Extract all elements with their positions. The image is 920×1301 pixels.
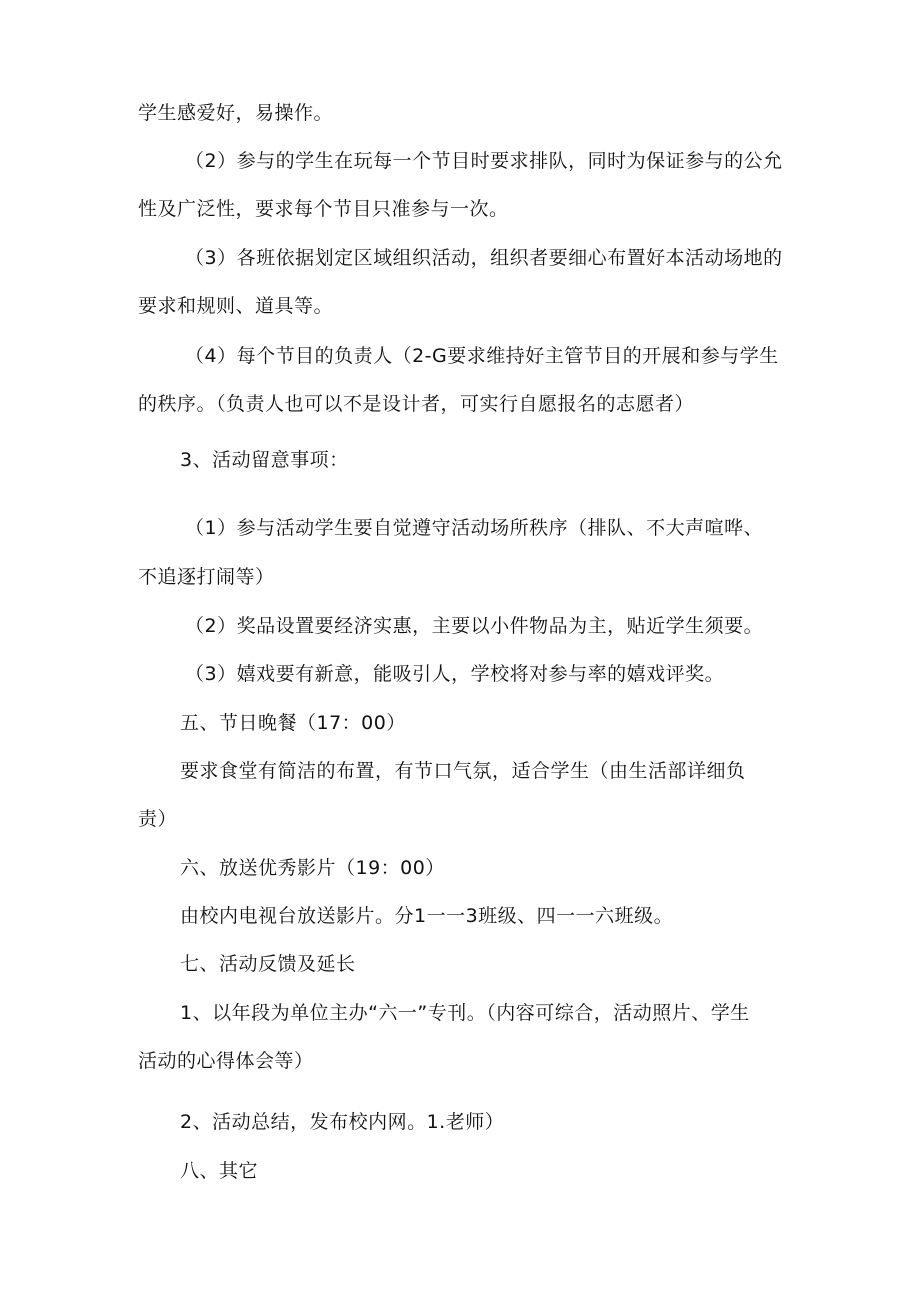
paragraph-line: （2）奖品设置要经济实惠，主要以小件物品为主，贴近学生须要。	[185, 615, 764, 637]
paragraph-line: 不追逐打闹等）	[138, 566, 275, 588]
paragraph-line: 的秩序。（负责人也可以不是设计者，可实行自愿报名的志愿者）	[138, 393, 695, 415]
section-heading: 五、节日晚餐（17：00）	[180, 712, 406, 734]
paragraph-line: 要求和规则、道具等。	[138, 295, 334, 317]
paragraph-line: 要求食堂有简洁的布置，有节口气氛，适合学生（由生活部详细负	[180, 760, 746, 782]
paragraph-line: （3）嬉戏要有新意，能吸引人，学校将对参与率的嬉戏评奖。	[185, 663, 725, 685]
paragraph-line: （4）每个节目的负责人（2-G要求维持好主管节目的开展和参与学生	[185, 345, 779, 367]
section-heading: 八、其它	[180, 1160, 259, 1182]
section-heading: 3、活动留意事项：	[180, 449, 349, 471]
paragraph-line: 性及广泛性，要求每个节目只准参与一次。	[138, 198, 509, 220]
paragraph-line: （2）参与的学生在玩每一个节目时要求排队，同时为保证参与的公允	[185, 150, 783, 172]
paragraph-line: （3）各班依据划定区域组织活动，组织者要细心布置好本活动场地的	[185, 247, 783, 269]
paragraph-line: 1、以年段为单位主办“六一”专刊。（内容可综合，活动照片、学生	[180, 1002, 750, 1024]
section-heading: 六、放送优秀影片（19：00）	[180, 857, 445, 879]
paragraph-line: 责）	[138, 808, 178, 830]
paragraph-line: 由校内电视台放送影片。分1一一3班级、四一一六班级。	[180, 905, 674, 927]
paragraph-line: 活动的心得体会等）	[138, 1050, 314, 1072]
paragraph-line: 学生感爱好，易操作。	[138, 102, 334, 124]
section-heading: 七、活动反馈及延长	[180, 953, 356, 975]
paragraph-line: 2、活动总结，发布校内网。1.老师）	[180, 1111, 505, 1133]
paragraph-line: （1）参与活动学生要自觉遵守活动场所秩序（排队、不大声喧哗、	[185, 517, 764, 539]
